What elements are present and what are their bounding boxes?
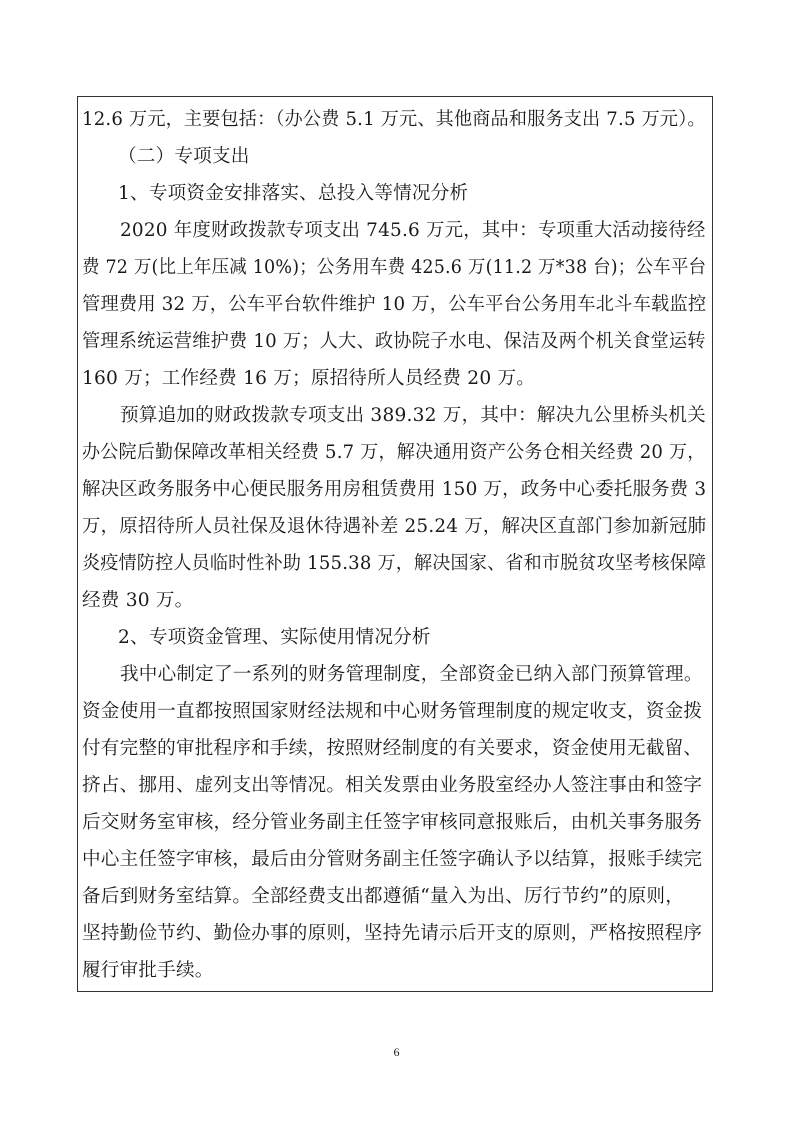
text-line: 备后到财务室结算。全部经费支出都遵循“量入为出、厉行节约”的原则， (82, 886, 685, 907)
section-heading: （二）专项支出 (118, 146, 250, 167)
text-line: 资金使用一直都按照国家财经法规和中心财务管理制度的规定收支，资金拨 (82, 701, 703, 722)
paragraph-start: 我中心制定了一系列的财务管理制度，全部资金已纳入部门预算管理。 (120, 664, 703, 685)
content-frame (77, 96, 713, 992)
text-line: 坚持勤俭节约、勤俭办事的原则，坚持先请示后开支的原则，严格按照程序 (82, 923, 703, 944)
text-line: 办公院后勤保障改革相关经费 5.7 万，解决通用资产公务仓相关经费 20 万， (82, 442, 706, 463)
text-line: 后交财务室审核，经分管业务副主任签字审核同意报账后，由机关事务服务 (82, 812, 703, 833)
paragraph-start: 2020 年度财政拨款专项支出 745.6 万元，其中：专项重大活动接待经 (120, 220, 706, 241)
subsection-heading: 1、专项资金安排落实、总投入等情况分析 (118, 183, 469, 204)
text-line: 炎疫情防控人员临时性补助 155.38 万，解决国家、省和市脱贫攻坚考核保障 (82, 553, 707, 574)
text-line: 解决区政务服务中心便民服务用房租赁费用 150 万，政务中心委托服务费 3 (82, 479, 707, 500)
text-line: 中心主任签字审核，最后由分管财务副主任签字确认予以结算，报账手续完 (82, 849, 703, 870)
text-line: 挤占、挪用、虚列支出等情况。相关发票由业务股室经办人签注事由和签字 (82, 775, 703, 796)
text-line: 12.6 万元，主要包括：（办公费 5.1 万元、其他商品和服务支出 7.5 万元）。 (82, 109, 706, 130)
text-line: 万，原招待所人员社保及退休待遇补差 25.24 万，解决区直部门参加新冠肺 (82, 516, 707, 537)
text-line: 160 万；工作经费 16 万；原招待所人员经费 20 万。 (82, 368, 536, 389)
subsection-heading: 2、专项资金管理、实际使用情况分析 (118, 627, 431, 648)
text-line: 费 72 万(比上年压减 10%)；公务用车费 425.6 万(11.2 万*38 台)；公车平台 (82, 257, 707, 278)
text-line: 管理费用 32 万，公车平台软件维护 10 万，公车平台公务用车北斗车载监控 (82, 294, 707, 315)
paragraph-start: 预算追加的财政拨款专项支出 389.32 万，其中：解决九公里桥头机关 (120, 405, 706, 426)
page-number: 6 (393, 1045, 400, 1059)
text-line: 经费 30 万。 (82, 590, 194, 611)
text-line: 履行审批手续。 (82, 960, 214, 981)
text-line: 管理系统运营维护费 10 万；人大、政协院子水电、保洁及两个机关食堂运转 (82, 331, 706, 352)
text-line: 付有完整的审批程序和手续，按照财经制度的有关要求，资金使用无截留、 (82, 738, 703, 759)
